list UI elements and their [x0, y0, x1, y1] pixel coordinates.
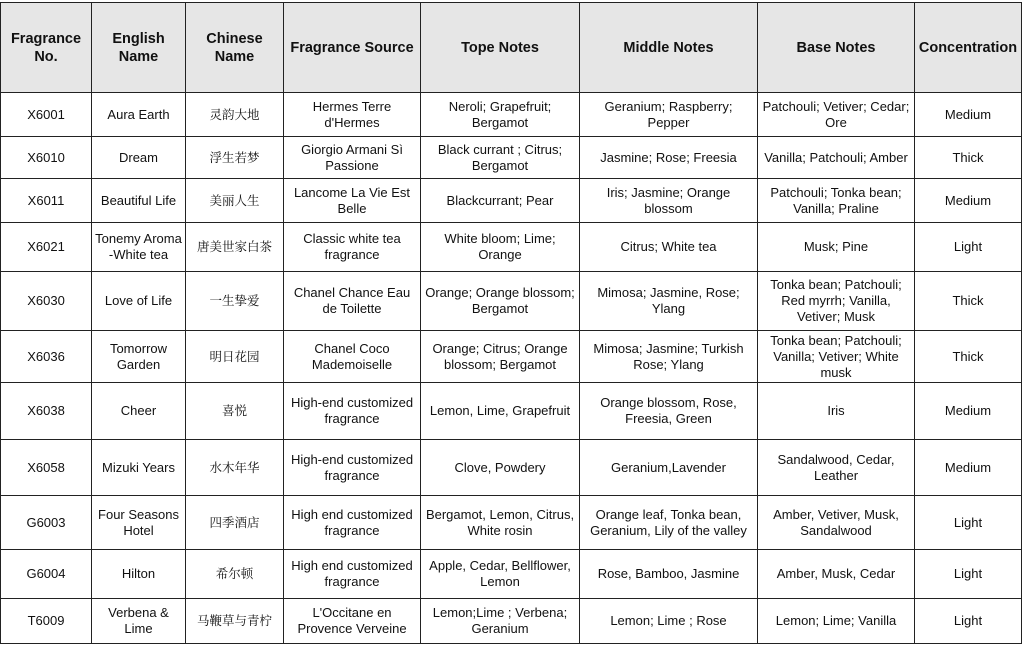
cell-fragrance-no: X6010 — [1, 137, 92, 179]
cell-fragrance-no: G6003 — [1, 496, 92, 550]
cell-middle-notes: Geranium,Lavender — [580, 440, 758, 496]
cell-base-notes: Vanilla; Patchouli; Amber — [758, 137, 915, 179]
cell-chinese-name: 四季酒店 — [186, 496, 284, 550]
cell-fragrance-source: High-end customized fragrance — [284, 440, 421, 496]
cell-top-notes: Black currant ; Citrus; Bergamot — [421, 137, 580, 179]
cell-fragrance-source: Hermes Terre d'Hermes — [284, 93, 421, 137]
cell-fragrance-no: X6058 — [1, 440, 92, 496]
cell-fragrance-no: X6030 — [1, 272, 92, 331]
cell-base-notes: Lemon; Lime; Vanilla — [758, 599, 915, 644]
cell-base-notes: Tonka bean; Patchouli; Vanilla; Vetiver; White musk — [758, 331, 915, 383]
cell-chinese-name: 喜悦 — [186, 383, 284, 440]
cell-base-notes: Sandalwood, Cedar, Leather — [758, 440, 915, 496]
cell-top-notes: Orange; Orange blossom; Bergamot — [421, 272, 580, 331]
cell-english-name: Aura Earth — [92, 93, 186, 137]
cell-middle-notes: Mimosa; Jasmine, Rose; Ylang — [580, 272, 758, 331]
table-row — [1, 496, 1022, 550]
cell-middle-notes: Lemon; Lime ; Rose — [580, 599, 758, 644]
header-fragrance-no: Fragrance No. — [1, 3, 92, 93]
cell-english-name: Hilton — [92, 550, 186, 599]
cell-middle-notes: Orange blossom, Rose, Freesia, Green — [580, 383, 758, 440]
header-base-notes: Base Notes — [758, 3, 915, 93]
cell-middle-notes: Jasmine; Rose; Freesia — [580, 137, 758, 179]
cell-concentration: Light — [915, 550, 1022, 599]
cell-fragrance-no: T6009 — [1, 599, 92, 644]
cell-english-name: Verbena & Lime — [92, 599, 186, 644]
cell-concentration: Medium — [915, 440, 1022, 496]
cell-top-notes: Lemon, Lime, Grapefruit — [421, 383, 580, 440]
cell-top-notes: White bloom; Lime; Orange — [421, 223, 580, 272]
cell-base-notes: Patchouli; Tonka bean; Vanilla; Praline — [758, 179, 915, 223]
cell-top-notes: Orange; Citrus; Orange blossom; Bergamot — [421, 331, 580, 383]
cell-chinese-name: 希尔顿 — [186, 550, 284, 599]
cell-fragrance-source: Chanel Coco Mademoiselle — [284, 331, 421, 383]
cell-top-notes: Blackcurrant; Pear — [421, 179, 580, 223]
cell-fragrance-source: L'Occitane en Provence Verveine — [284, 599, 421, 644]
cell-top-notes: Apple, Cedar, Bellflower, Lemon — [421, 550, 580, 599]
cell-base-notes: Amber, Vetiver, Musk, Sandalwood — [758, 496, 915, 550]
cell-top-notes: Neroli; Grapefruit; Bergamot — [421, 93, 580, 137]
cell-fragrance-no: X6038 — [1, 383, 92, 440]
cell-english-name: Tonemy Aroma -White tea — [92, 223, 186, 272]
cell-fragrance-source: Giorgio Armani Sì Passione — [284, 137, 421, 179]
cell-chinese-name: 马鞭草与青柠 — [186, 599, 284, 644]
cell-base-notes: Tonka bean; Patchouli; Red myrrh; Vanilla, Vetiver; Musk — [758, 272, 915, 331]
cell-english-name: Four Seasons Hotel — [92, 496, 186, 550]
header-middle-notes: Middle Notes — [580, 3, 758, 93]
header-english-name: English Name — [92, 3, 186, 93]
cell-base-notes: Patchouli; Vetiver; Cedar; Ore — [758, 93, 915, 137]
cell-fragrance-source: Chanel Chance Eau de Toilette — [284, 272, 421, 331]
cell-fragrance-no: X6021 — [1, 223, 92, 272]
cell-fragrance-no: X6011 — [1, 179, 92, 223]
cell-top-notes: Lemon;Lime ; Verbena; Geranium — [421, 599, 580, 644]
cell-concentration: Light — [915, 223, 1022, 272]
header-top-notes: Tope Notes — [421, 3, 580, 93]
cell-top-notes: Clove, Powdery — [421, 440, 580, 496]
fragrance-table — [0, 2, 1022, 644]
cell-fragrance-no: X6036 — [1, 331, 92, 383]
cell-middle-notes: Orange leaf, Tonka bean, Geranium, Lily of the valley — [580, 496, 758, 550]
cell-chinese-name: 美丽人生 — [186, 179, 284, 223]
table-row — [1, 179, 1022, 223]
table-row — [1, 272, 1022, 331]
table-row — [1, 331, 1022, 383]
cell-middle-notes: Rose, Bamboo, Jasmine — [580, 550, 758, 599]
cell-middle-notes: Iris; Jasmine; Orange blossom — [580, 179, 758, 223]
header-concentration: Concentration — [915, 3, 1022, 93]
cell-base-notes: Musk; Pine — [758, 223, 915, 272]
cell-concentration: Light — [915, 496, 1022, 550]
header-fragrance-source: Fragrance Source — [284, 3, 421, 93]
table-row — [1, 137, 1022, 179]
table-row — [1, 383, 1022, 440]
header-row — [1, 3, 1022, 93]
cell-english-name: Tomorrow Garden — [92, 331, 186, 383]
cell-concentration: Medium — [915, 383, 1022, 440]
cell-english-name: Cheer — [92, 383, 186, 440]
header-chinese-name: Chinese Name — [186, 3, 284, 93]
cell-fragrance-source: Lancome La Vie Est Belle — [284, 179, 421, 223]
cell-base-notes: Iris — [758, 383, 915, 440]
cell-fragrance-source: Classic white tea fragrance — [284, 223, 421, 272]
cell-middle-notes: Geranium; Raspberry; Pepper — [580, 93, 758, 137]
cell-fragrance-source: High-end customized fragrance — [284, 383, 421, 440]
cell-english-name: Dream — [92, 137, 186, 179]
cell-concentration: Medium — [915, 179, 1022, 223]
cell-chinese-name: 灵韵大地 — [186, 93, 284, 137]
cell-fragrance-source: High end customized fragrance — [284, 550, 421, 599]
cell-concentration: Medium — [915, 93, 1022, 137]
cell-chinese-name: 明日花园 — [186, 331, 284, 383]
cell-fragrance-source: High end customized fragrance — [284, 496, 421, 550]
table-row — [1, 599, 1022, 644]
cell-chinese-name: 唐美世家白茶 — [186, 223, 284, 272]
cell-concentration: Thick — [915, 272, 1022, 331]
cell-middle-notes: Mimosa; Jasmine; Turkish Rose; Ylang — [580, 331, 758, 383]
cell-base-notes: Amber, Musk, Cedar — [758, 550, 915, 599]
cell-fragrance-no: X6001 — [1, 93, 92, 137]
cell-english-name: Mizuki Years — [92, 440, 186, 496]
cell-concentration: Light — [915, 599, 1022, 644]
cell-top-notes: Bergamot, Lemon, Citrus, White rosin — [421, 496, 580, 550]
cell-english-name: Beautiful Life — [92, 179, 186, 223]
cell-concentration: Thick — [915, 331, 1022, 383]
table-row — [1, 550, 1022, 599]
table-row — [1, 440, 1022, 496]
cell-chinese-name: 水木年华 — [186, 440, 284, 496]
cell-concentration: Thick — [915, 137, 1022, 179]
cell-english-name: Love of Life — [92, 272, 186, 331]
cell-fragrance-no: G6004 — [1, 550, 92, 599]
table-row — [1, 93, 1022, 137]
cell-chinese-name: 浮生若梦 — [186, 137, 284, 179]
table-row — [1, 223, 1022, 272]
cell-chinese-name: 一生挚爱 — [186, 272, 284, 331]
cell-middle-notes: Citrus; White tea — [580, 223, 758, 272]
